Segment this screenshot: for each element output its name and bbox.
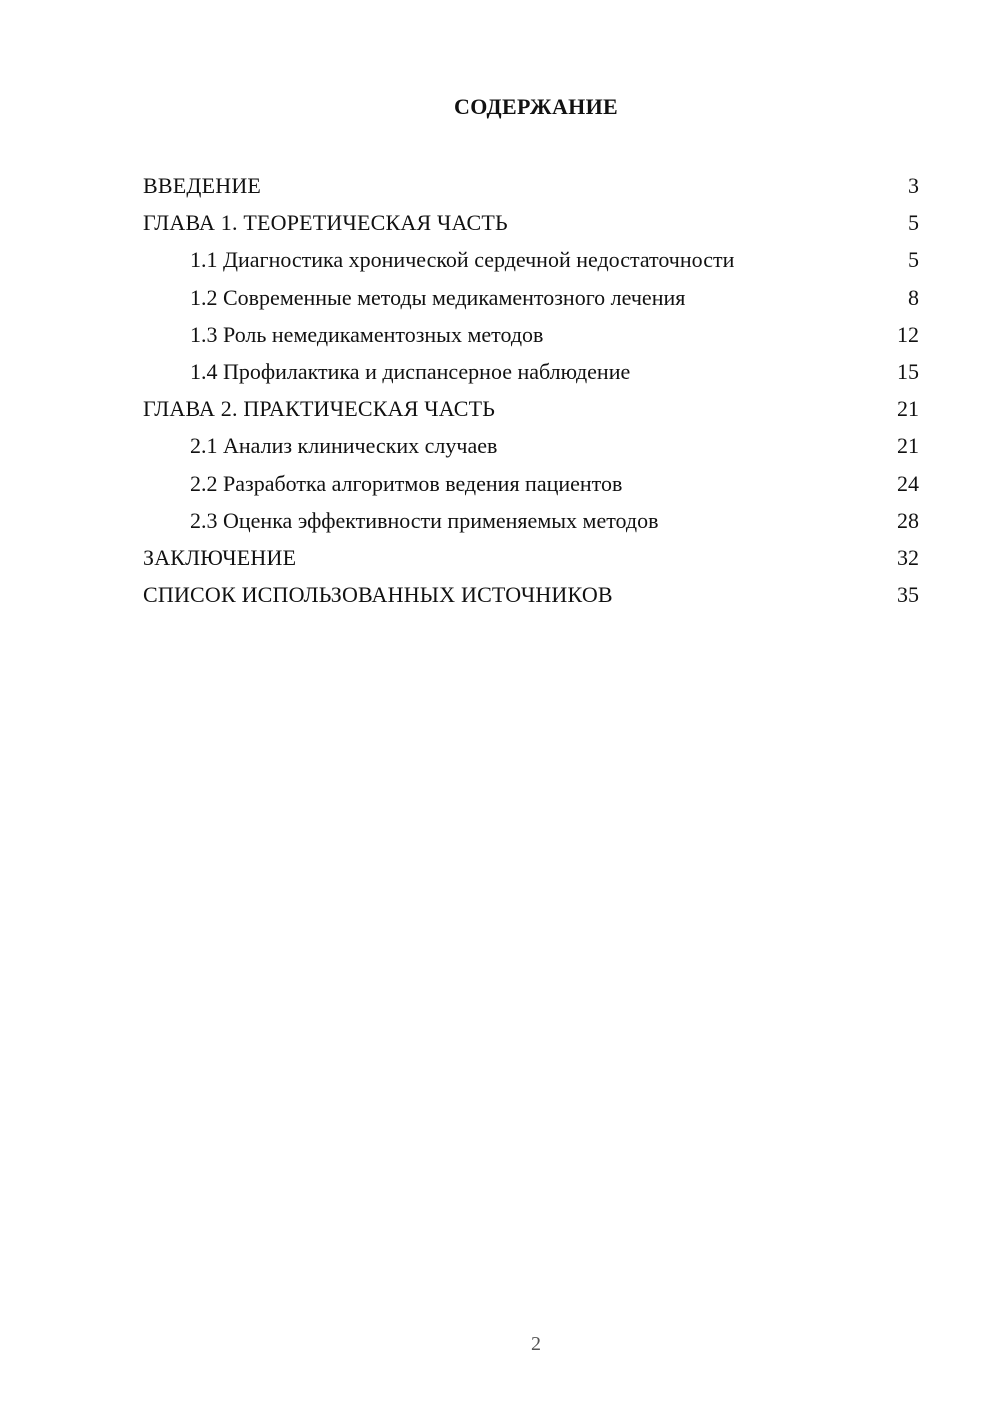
- toc-entry-conclusion: [143, 539, 919, 576]
- toc-entry-page: 28: [897, 507, 919, 533]
- toc-entry-section-1-1: [143, 241, 919, 278]
- toc-entry-page: 5: [908, 210, 919, 236]
- toc-entry-label: ВВЕДЕНИЕ: [143, 173, 262, 198]
- page-number: 2: [531, 1333, 541, 1355]
- toc-entry-label: 1.2 Современные методы медикаментозного лечения: [190, 284, 686, 310]
- toc-entry-page: 21: [897, 433, 919, 459]
- table-of-contents: [143, 167, 919, 613]
- toc-entry-label: ГЛАВА 2. ПРАКТИЧЕСКАЯ ЧАСТЬ: [143, 396, 496, 422]
- toc-entry-label: 2.1 Анализ клинических случаев: [190, 433, 498, 459]
- toc-entry-chapter-1: [143, 204, 919, 241]
- toc-entry-label: ЗАКЛЮЧЕНИЕ: [143, 544, 297, 570]
- toc-entry-section-1-2: [143, 279, 919, 316]
- toc-entry-references: [143, 576, 919, 613]
- toc-entry-section-2-1: [143, 427, 919, 464]
- toc-entry-page: 3: [908, 173, 919, 198]
- toc-entry-label: 1.4 Профилактика и диспансерное наблюдение: [190, 358, 631, 384]
- toc-entry-page: 5: [908, 247, 919, 273]
- toc-entry-section-1-4: [143, 353, 919, 390]
- toc-entry-label: 2.2 Разработка алгоритмов ведения пациентов: [190, 470, 623, 496]
- toc-entry-label: 1.3 Роль немедикаментозных методов: [190, 321, 544, 347]
- toc-entry-section-1-3: [143, 316, 919, 353]
- toc-entry-label: СПИСОК ИСПОЛЬЗОВАННЫХ ИСТОЧНИКОВ: [143, 582, 613, 608]
- toc-title: СОДЕРЖАНИЕ: [454, 94, 618, 119]
- toc-entry-section-2-2: [143, 465, 919, 502]
- toc-entry-page: 24: [897, 470, 919, 496]
- toc-entry-page: 12: [897, 321, 919, 347]
- toc-entry-page: 35: [897, 582, 919, 608]
- toc-entry-chapter-2: [143, 390, 919, 427]
- toc-entry-label: 1.1 Диагностика хронической сердечной недостаточности: [190, 247, 735, 273]
- toc-entry-page: 15: [897, 358, 919, 384]
- toc-entry-label: ГЛАВА 1. ТЕОРЕТИЧЕСКАЯ ЧАСТЬ: [143, 210, 508, 236]
- toc-entry-label: 2.3 Оценка эффективности применяемых методов: [190, 507, 659, 533]
- toc-entry-page: 32: [897, 544, 919, 570]
- toc-entry-page: 8: [908, 284, 919, 310]
- toc-entry-introduction: [143, 167, 919, 204]
- toc-entry-section-2-3: [143, 502, 919, 539]
- toc-entry-page: 21: [897, 396, 919, 422]
